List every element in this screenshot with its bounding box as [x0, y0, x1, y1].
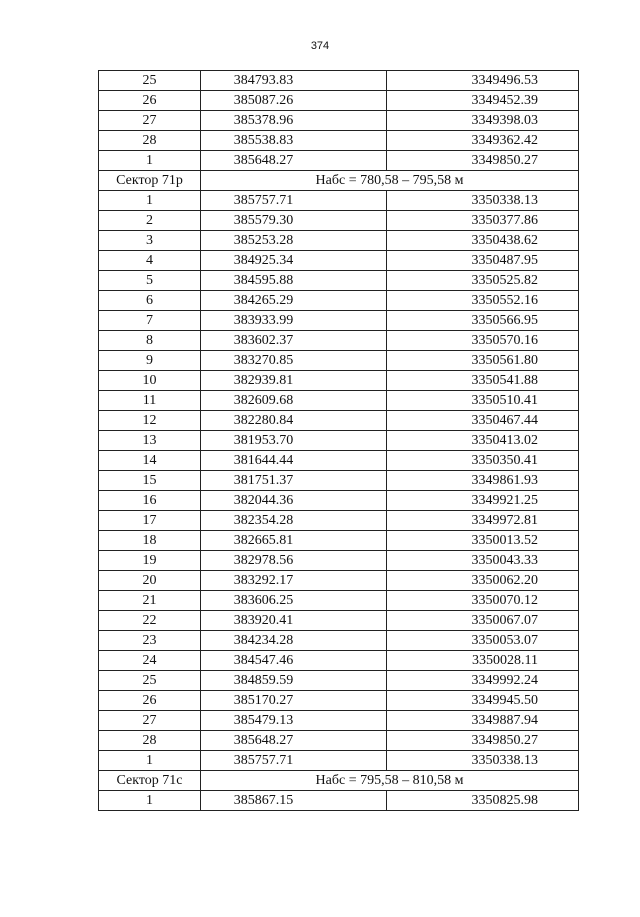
point-number: 19: [99, 551, 201, 571]
coord-x: 382665.81: [201, 531, 387, 551]
coord-y: 3350825.98: [387, 791, 579, 811]
point-number: 8: [99, 331, 201, 351]
coord-x: 383933.99: [201, 311, 387, 331]
coord-y: 3350338.13: [387, 751, 579, 771]
coord-y: 3350053.07: [387, 631, 579, 651]
coord-x: 385479.13: [201, 711, 387, 731]
coordinates-table-body: [99, 71, 579, 811]
coord-y: 3349921.25: [387, 491, 579, 511]
point-number: 21: [99, 591, 201, 611]
table-row: [99, 211, 579, 231]
point-number: 25: [99, 671, 201, 691]
coord-y: 3349972.81: [387, 511, 579, 531]
point-number: 27: [99, 111, 201, 131]
coord-x: 385579.30: [201, 211, 387, 231]
coord-x: 385170.27: [201, 691, 387, 711]
table-row: [99, 391, 579, 411]
table-row: [99, 331, 579, 351]
point-number: 26: [99, 691, 201, 711]
sector-header-row: [99, 171, 579, 191]
coord-x: 382354.28: [201, 511, 387, 531]
point-number: 22: [99, 611, 201, 631]
coord-x: 384234.28: [201, 631, 387, 651]
coord-x: 382044.36: [201, 491, 387, 511]
point-number: 11: [99, 391, 201, 411]
coord-x: 385757.71: [201, 751, 387, 771]
sector-altitude-range: Набс = 795,58 – 810,58 м: [201, 771, 579, 791]
coord-x: 383602.37: [201, 331, 387, 351]
table-row: [99, 311, 579, 331]
table-row: [99, 191, 579, 211]
table-row: [99, 791, 579, 811]
coord-x: 385378.96: [201, 111, 387, 131]
page-number: 374: [310, 40, 330, 52]
point-number: 7: [99, 311, 201, 331]
coord-x: 385087.26: [201, 91, 387, 111]
coord-y: 3349452.39: [387, 91, 579, 111]
coord-x: 383606.25: [201, 591, 387, 611]
coord-x: 383270.85: [201, 351, 387, 371]
table-row: [99, 131, 579, 151]
point-number: 3: [99, 231, 201, 251]
coord-x: 385648.27: [201, 151, 387, 171]
coord-y: 3350467.44: [387, 411, 579, 431]
coord-y: 3350525.82: [387, 271, 579, 291]
table-row: [99, 451, 579, 471]
point-number: 27: [99, 711, 201, 731]
coord-y: 3350487.95: [387, 251, 579, 271]
coord-x: 383292.17: [201, 571, 387, 591]
point-number: 25: [99, 71, 201, 91]
table-row: [99, 571, 579, 591]
point-number: 1: [99, 751, 201, 771]
coord-x: 384595.88: [201, 271, 387, 291]
coord-y: 3350541.88: [387, 371, 579, 391]
point-number: 5: [99, 271, 201, 291]
sector-header-row: [99, 771, 579, 791]
table-row: [99, 251, 579, 271]
point-number: 28: [99, 731, 201, 751]
point-number: 24: [99, 651, 201, 671]
table-row: [99, 531, 579, 551]
coord-x: 384859.59: [201, 671, 387, 691]
point-number: 1: [99, 191, 201, 211]
table-row: [99, 291, 579, 311]
table-row: [99, 111, 579, 131]
point-number: 2: [99, 211, 201, 231]
coord-y: 3350566.95: [387, 311, 579, 331]
table-row: [99, 371, 579, 391]
coord-x: 384547.46: [201, 651, 387, 671]
coord-y: 3350028.11: [387, 651, 579, 671]
coord-y: 3350377.86: [387, 211, 579, 231]
coord-x: 382609.68: [201, 391, 387, 411]
coord-x: 385757.71: [201, 191, 387, 211]
table-row: [99, 271, 579, 291]
coord-y: 3350338.13: [387, 191, 579, 211]
table-row: [99, 551, 579, 571]
coord-x: 381644.44: [201, 451, 387, 471]
table-row: [99, 591, 579, 611]
point-number: 28: [99, 131, 201, 151]
point-number: 13: [99, 431, 201, 451]
coord-y: 3349850.27: [387, 151, 579, 171]
coord-y: 3350570.16: [387, 331, 579, 351]
table-row: [99, 491, 579, 511]
point-number: 14: [99, 451, 201, 471]
coord-x: 384265.29: [201, 291, 387, 311]
table-row: [99, 691, 579, 711]
table-row: [99, 351, 579, 371]
point-number: 17: [99, 511, 201, 531]
point-number: 4: [99, 251, 201, 271]
coord-x: 383920.41: [201, 611, 387, 631]
coord-y: 3350070.12: [387, 591, 579, 611]
coord-x: 384925.34: [201, 251, 387, 271]
coord-y: 3349887.94: [387, 711, 579, 731]
coord-y: 3350013.52: [387, 531, 579, 551]
table-row: [99, 91, 579, 111]
point-number: 10: [99, 371, 201, 391]
coord-x: 382978.56: [201, 551, 387, 571]
point-number: 1: [99, 151, 201, 171]
table-row: [99, 631, 579, 651]
point-number: 18: [99, 531, 201, 551]
coordinates-table: [98, 70, 579, 811]
coord-y: 3350552.16: [387, 291, 579, 311]
table-row: [99, 411, 579, 431]
coord-y: 3349861.93: [387, 471, 579, 491]
point-number: 15: [99, 471, 201, 491]
coord-x: 382939.81: [201, 371, 387, 391]
coord-y: 3349496.53: [387, 71, 579, 91]
coord-x: 381751.37: [201, 471, 387, 491]
table-row: [99, 71, 579, 91]
table-row: [99, 651, 579, 671]
table-row: [99, 671, 579, 691]
coord-y: 3349362.42: [387, 131, 579, 151]
sector-altitude-range: Набс = 780,58 – 795,58 м: [201, 171, 579, 191]
coord-x: 384793.83: [201, 71, 387, 91]
point-number: 12: [99, 411, 201, 431]
coord-y: 3350438.62: [387, 231, 579, 251]
coord-x: 385538.83: [201, 131, 387, 151]
table-row: [99, 751, 579, 771]
sector-label: Сектор 71с: [99, 771, 201, 791]
table-row: [99, 511, 579, 531]
table-row: [99, 711, 579, 731]
coord-x: 385867.15: [201, 791, 387, 811]
table-row: [99, 731, 579, 751]
sector-label: Сектор 71р: [99, 171, 201, 191]
point-number: 23: [99, 631, 201, 651]
table-row: [99, 151, 579, 171]
table-row: [99, 231, 579, 251]
coord-y: 3350561.80: [387, 351, 579, 371]
coord-y: 3350067.07: [387, 611, 579, 631]
coord-x: 381953.70: [201, 431, 387, 451]
table-row: [99, 611, 579, 631]
point-number: 1: [99, 791, 201, 811]
coord-y: 3350062.20: [387, 571, 579, 591]
coord-x: 385253.28: [201, 231, 387, 251]
table-row: [99, 471, 579, 491]
coord-y: 3349945.50: [387, 691, 579, 711]
point-number: 6: [99, 291, 201, 311]
point-number: 16: [99, 491, 201, 511]
coord-x: 385648.27: [201, 731, 387, 751]
coord-y: 3350510.41: [387, 391, 579, 411]
point-number: 20: [99, 571, 201, 591]
coord-y: 3349850.27: [387, 731, 579, 751]
coord-y: 3350413.02: [387, 431, 579, 451]
coord-x: 382280.84: [201, 411, 387, 431]
table-row: [99, 431, 579, 451]
point-number: 26: [99, 91, 201, 111]
coord-y: 3349992.24: [387, 671, 579, 691]
coord-y: 3350350.41: [387, 451, 579, 471]
coord-y: 3349398.03: [387, 111, 579, 131]
coord-y: 3350043.33: [387, 551, 579, 571]
point-number: 9: [99, 351, 201, 371]
